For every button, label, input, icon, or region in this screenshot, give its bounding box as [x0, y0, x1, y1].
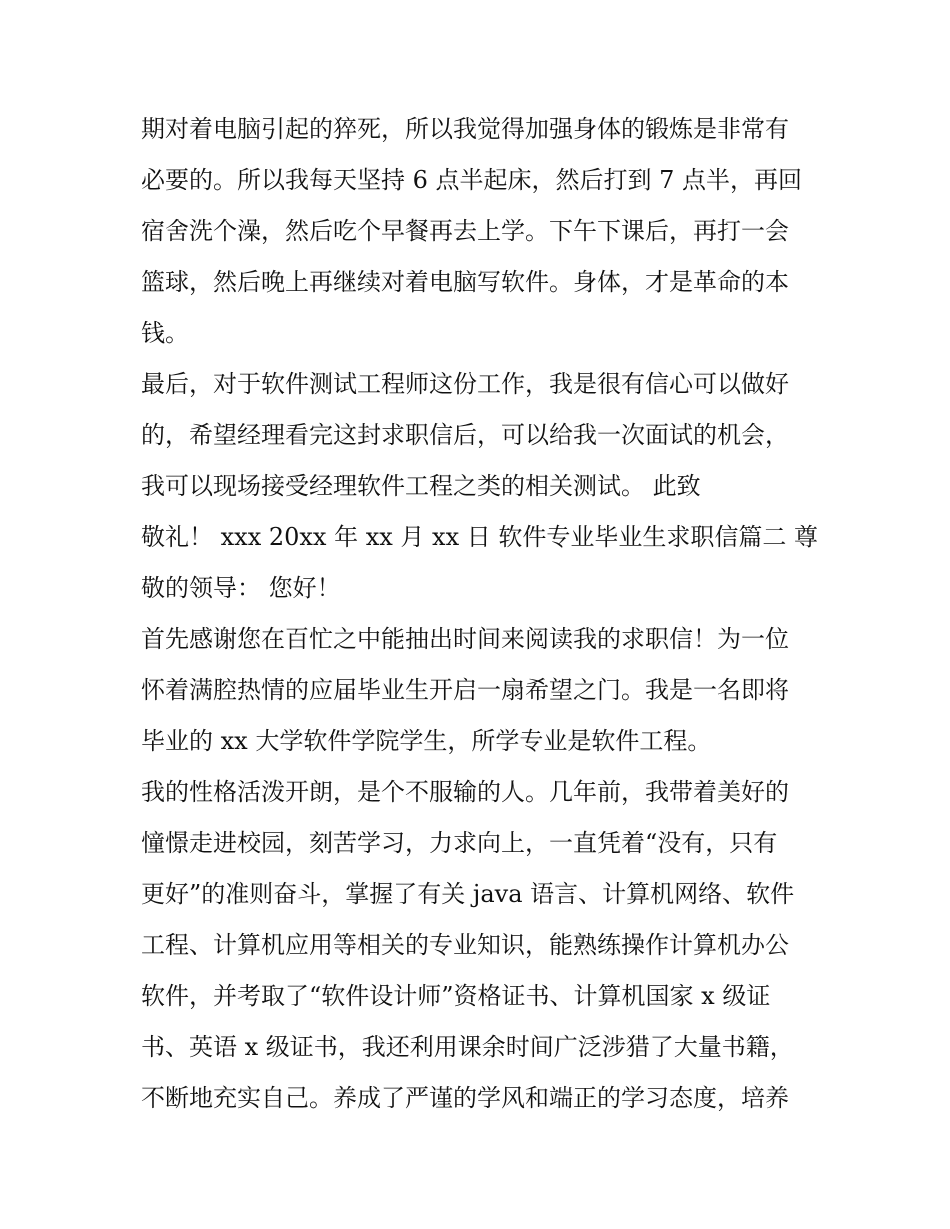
- text-line: 工程、计算机应用等相关的专业知识，能熟练操作计算机办公: [141, 931, 789, 959]
- text-line: 不断地充实自己。养成了严谨的学风和端正的学习态度，培养: [141, 1084, 789, 1112]
- text-line: 毕业的 xx 大学软件学院学生，所学专业是软件工程。: [141, 727, 712, 755]
- text-line: 更好”的准则奋斗，掌握了有关 java 语言、计算机网络、软件: [141, 880, 795, 908]
- text-line: 憧憬走进校园，刻苦学习，力求向上，一直凭着“没有，只有: [141, 829, 778, 857]
- text-line: 敬礼！ xxx 20xx 年 xx 月 xx 日 软件专业毕业生求职信篇二 尊: [141, 523, 819, 551]
- text-line: 我的性格活泼开朗，是个不服输的人。几年前，我带着美好的: [141, 778, 789, 806]
- text-line: 软件，并考取了“软件设计师”资格证书、计算机国家 x 级证: [141, 982, 771, 1010]
- text-line: 宿舍洗个澡，然后吃个早餐再去上学。下午下课后，再打一会: [141, 217, 789, 245]
- text-line: 篮球，然后晚上再继续对着电脑写软件。身体，才是革命的本: [141, 268, 789, 296]
- text-line: 期对着电脑引起的猝死，所以我觉得加强身体的锻炼是非常有: [141, 115, 789, 143]
- text-line: 钱。: [141, 319, 189, 347]
- text-line: 敬的领导： 您好！: [141, 574, 341, 602]
- text-line: 书、英语 x 级证书，我还利用课余时间广泛涉猎了大量书籍，: [141, 1033, 794, 1061]
- body-text: [141, 104, 821, 1124]
- text-line: 必要的。所以我每天坚持 6 点半起床，然后打到 7 点半，再回: [141, 166, 803, 194]
- text-line: 怀着满腔热情的应届毕业生开启一扇希望之门。我是一名即将: [141, 676, 789, 704]
- text-line: 最后，对于软件测试工程师这份工作，我是很有信心可以做好: [141, 370, 789, 398]
- text-line: 首先感谢您在百忙之中能抽出时间来阅读我的求职信！为一位: [141, 625, 789, 653]
- text-line: 的，希望经理看完这封求职信后，可以给我一次面试的机会，: [141, 421, 789, 449]
- text-line: 我可以现场接受经理软件工程之类的相关测试。 此致: [141, 472, 701, 500]
